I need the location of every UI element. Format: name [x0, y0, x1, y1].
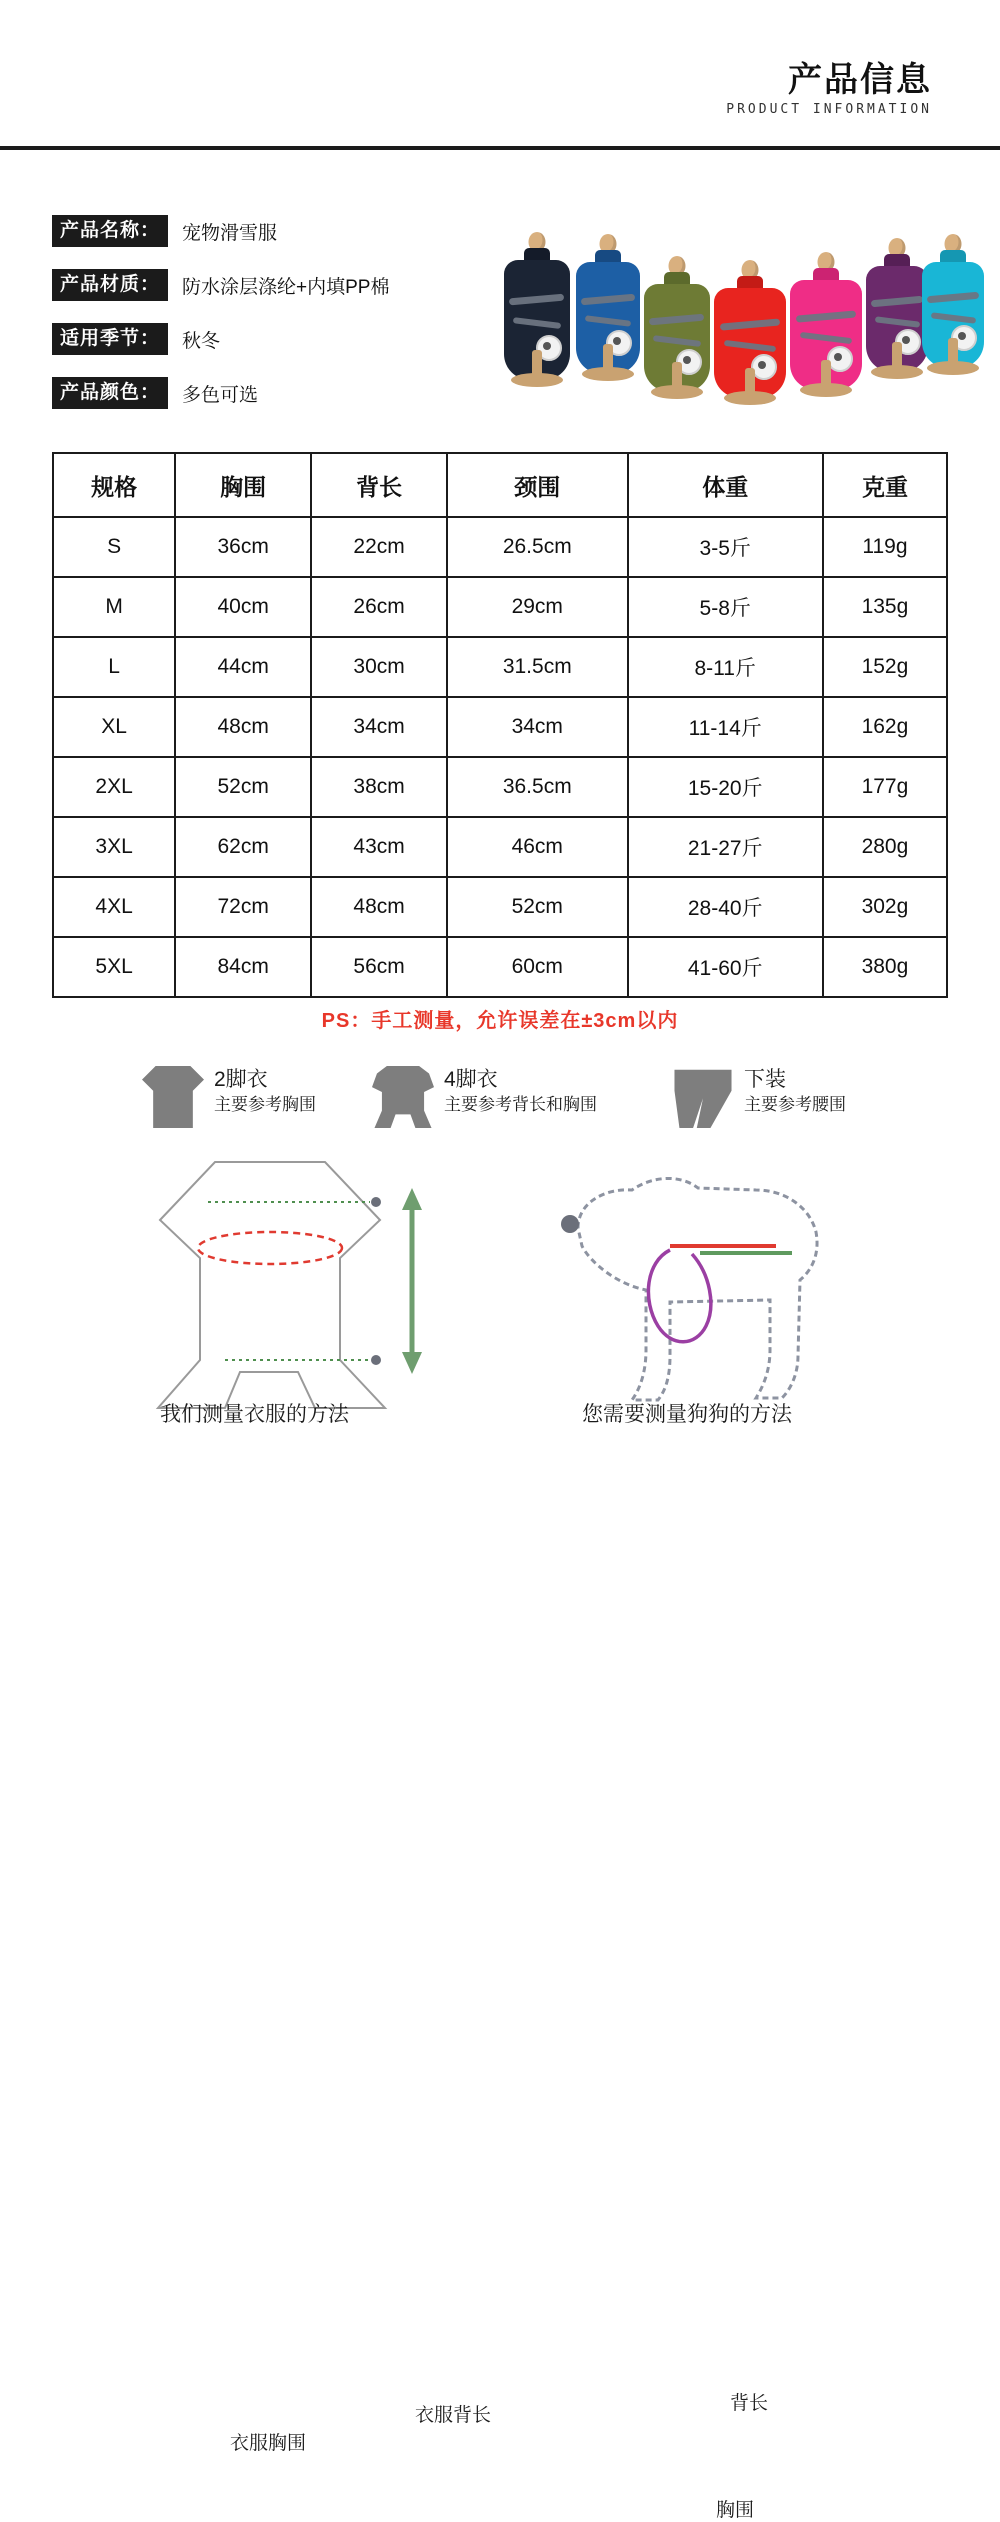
harness-strap: [796, 310, 857, 322]
vest-blue: [576, 250, 640, 374]
table-row: [53, 637, 947, 697]
guide-title: 2脚衣: [214, 1068, 268, 1091]
dog-outline: [578, 1178, 817, 1400]
label-garment-back: 衣服背长: [415, 2405, 492, 2426]
info-value-season: 秋冬: [182, 330, 221, 352]
caption-garment-method: 我们测量衣服的方法: [160, 1403, 349, 1426]
arrow-head-up: [402, 1188, 422, 1210]
vest-red: [714, 276, 786, 398]
cell-chest: 72cm: [175, 877, 311, 937]
table-row: [53, 937, 947, 997]
vest-purple: [866, 254, 928, 372]
label-garment-chest: 衣服胸围: [230, 2433, 307, 2454]
logo-badge: [827, 346, 853, 372]
vest-navy: [504, 248, 570, 380]
harness-strap: [653, 335, 701, 347]
info-row: [52, 262, 482, 308]
display-stand: [948, 338, 958, 368]
cell-neck: 52cm: [447, 877, 628, 937]
vest-olive: [644, 272, 710, 392]
info-label-color: 产品颜色：: [52, 377, 168, 409]
label-dog-back: 背长: [730, 2393, 769, 2414]
cell-size: S: [53, 517, 175, 577]
cell-back: 48cm: [311, 877, 447, 937]
four-leg-garment-icon: [372, 1066, 434, 1128]
cell-weight: 15-20斤: [628, 757, 823, 817]
th-gram: 克重: [823, 453, 947, 517]
measurement-diagrams: [40, 1150, 960, 2521]
cell-gram: 280g: [823, 817, 947, 877]
harness-strap: [927, 292, 979, 304]
cell-size: 5XL: [53, 937, 175, 997]
info-value-product-name: 宠物滑雪服: [182, 222, 278, 244]
info-row: [52, 316, 482, 362]
display-stand: [745, 368, 755, 398]
display-stand: [603, 344, 613, 374]
header-divider: [0, 146, 1000, 150]
logo-badge: [751, 354, 777, 380]
info-value-color: 多色可选: [182, 384, 259, 406]
chest-measure-line: [198, 1232, 342, 1264]
measurement-note: PS：手工测量，允许误差在±3cm以内: [321, 1010, 679, 1032]
info-row: [52, 370, 482, 416]
page-subtitle: PRODUCT INFORMATION: [726, 102, 932, 117]
cell-back: 38cm: [311, 757, 447, 817]
vest-cyan: [922, 250, 984, 368]
harness-strap: [585, 315, 631, 327]
guide-four-leg: [372, 1066, 597, 1128]
guide-node: [371, 1355, 381, 1365]
cell-back: 34cm: [311, 697, 447, 757]
chest-girth-line: [648, 1250, 710, 1342]
harness-strap: [649, 314, 705, 326]
cell-chest: 52cm: [175, 757, 311, 817]
cell-neck: 31.5cm: [447, 637, 628, 697]
cell-gram: 177g: [823, 757, 947, 817]
cell-chest: 48cm: [175, 697, 311, 757]
table-row: [53, 757, 947, 817]
product-info-list: [52, 208, 482, 424]
harness-strap: [871, 296, 923, 308]
cell-weight: 21-27斤: [628, 817, 823, 877]
cell-chest: 62cm: [175, 817, 311, 877]
cell-neck: 46cm: [447, 817, 628, 877]
product-photo: [490, 190, 960, 420]
table-row: [53, 877, 947, 937]
cell-back: 26cm: [311, 577, 447, 637]
cell-size: 3XL: [53, 817, 175, 877]
table-row: [53, 697, 947, 757]
guide-title: 4脚衣: [444, 1068, 498, 1091]
cell-chest: 36cm: [175, 517, 311, 577]
cell-weight: 8-11斤: [628, 637, 823, 697]
display-stand: [672, 362, 682, 392]
size-table-wrapper: [52, 452, 948, 998]
guide-title: 下装: [744, 1068, 786, 1091]
info-label-material: 产品材质：: [52, 269, 168, 301]
cell-back: 56cm: [311, 937, 447, 997]
cell-chest: 84cm: [175, 937, 311, 997]
th-weight: 体重: [628, 453, 823, 517]
cell-back: 43cm: [311, 817, 447, 877]
label-dog-chest: 胸围: [716, 2500, 755, 2521]
table-row: [53, 517, 947, 577]
garment-type-guides: [52, 1066, 948, 1146]
garment-outline: [158, 1162, 385, 1408]
page-title: 产品信息: [788, 61, 932, 99]
arrow-head-down: [402, 1352, 422, 1374]
cell-gram: 162g: [823, 697, 947, 757]
harness-strap: [930, 312, 975, 323]
guide-desc: 主要参考背长和胸围: [444, 1095, 597, 1115]
info-row: [52, 208, 482, 254]
cell-size: M: [53, 577, 175, 637]
guide-desc: 主要参考腰围: [744, 1095, 846, 1115]
cell-back: 30cm: [311, 637, 447, 697]
cell-gram: 380g: [823, 937, 947, 997]
display-stand: [892, 342, 902, 372]
caption-dog-method: 您需要测量狗狗的方法: [582, 1403, 792, 1426]
pants-icon: [672, 1066, 734, 1128]
cell-neck: 34cm: [447, 697, 628, 757]
harness-strap: [800, 332, 852, 344]
table-row: [53, 817, 947, 877]
cell-weight: 3-5斤: [628, 517, 823, 577]
two-leg-garment-icon: [142, 1066, 204, 1128]
info-label-product-name: 产品名称：: [52, 215, 168, 247]
cell-weight: 28-40斤: [628, 877, 823, 937]
table-header-row: [53, 453, 947, 517]
guide-node: [371, 1197, 381, 1207]
cell-size: L: [53, 637, 175, 697]
cell-neck: 60cm: [447, 937, 628, 997]
cell-weight: 41-60斤: [628, 937, 823, 997]
cell-gram: 152g: [823, 637, 947, 697]
cell-size: XL: [53, 697, 175, 757]
cell-size: 2XL: [53, 757, 175, 817]
harness-strap: [581, 293, 635, 305]
th-back: 背长: [311, 453, 447, 517]
harness-strap: [509, 294, 565, 306]
harness-strap: [874, 316, 919, 327]
cell-chest: 40cm: [175, 577, 311, 637]
info-label-season: 适用季节：: [52, 323, 168, 355]
cell-size: 4XL: [53, 877, 175, 937]
th-size: 规格: [53, 453, 175, 517]
vest-pink: [790, 268, 862, 390]
display-stand: [821, 360, 831, 390]
info-value-material: 防水涂层涤纶+内填PP棉: [182, 276, 390, 298]
harness-strap: [513, 317, 561, 329]
cell-gram: 135g: [823, 577, 947, 637]
table-row: [53, 577, 947, 637]
harness-strap: [720, 318, 781, 330]
cell-gram: 302g: [823, 877, 947, 937]
guide-desc: 主要参考胸围: [214, 1095, 316, 1115]
harness-strap: [724, 340, 776, 352]
cell-chest: 44cm: [175, 637, 311, 697]
cell-weight: 5-8斤: [628, 577, 823, 637]
display-stand: [532, 350, 542, 380]
page-header: [0, 0, 1000, 150]
size-table: [52, 452, 948, 998]
guide-two-leg: [142, 1066, 316, 1128]
cell-back: 22cm: [311, 517, 447, 577]
cell-weight: 11-14斤: [628, 697, 823, 757]
cell-neck: 36.5cm: [447, 757, 628, 817]
cell-gram: 119g: [823, 517, 947, 577]
th-chest: 胸围: [175, 453, 311, 517]
collar-node: [561, 1215, 579, 1233]
cell-neck: 26.5cm: [447, 517, 628, 577]
cell-neck: 29cm: [447, 577, 628, 637]
guide-pants: [672, 1066, 846, 1128]
th-neck: 颈围: [447, 453, 628, 517]
